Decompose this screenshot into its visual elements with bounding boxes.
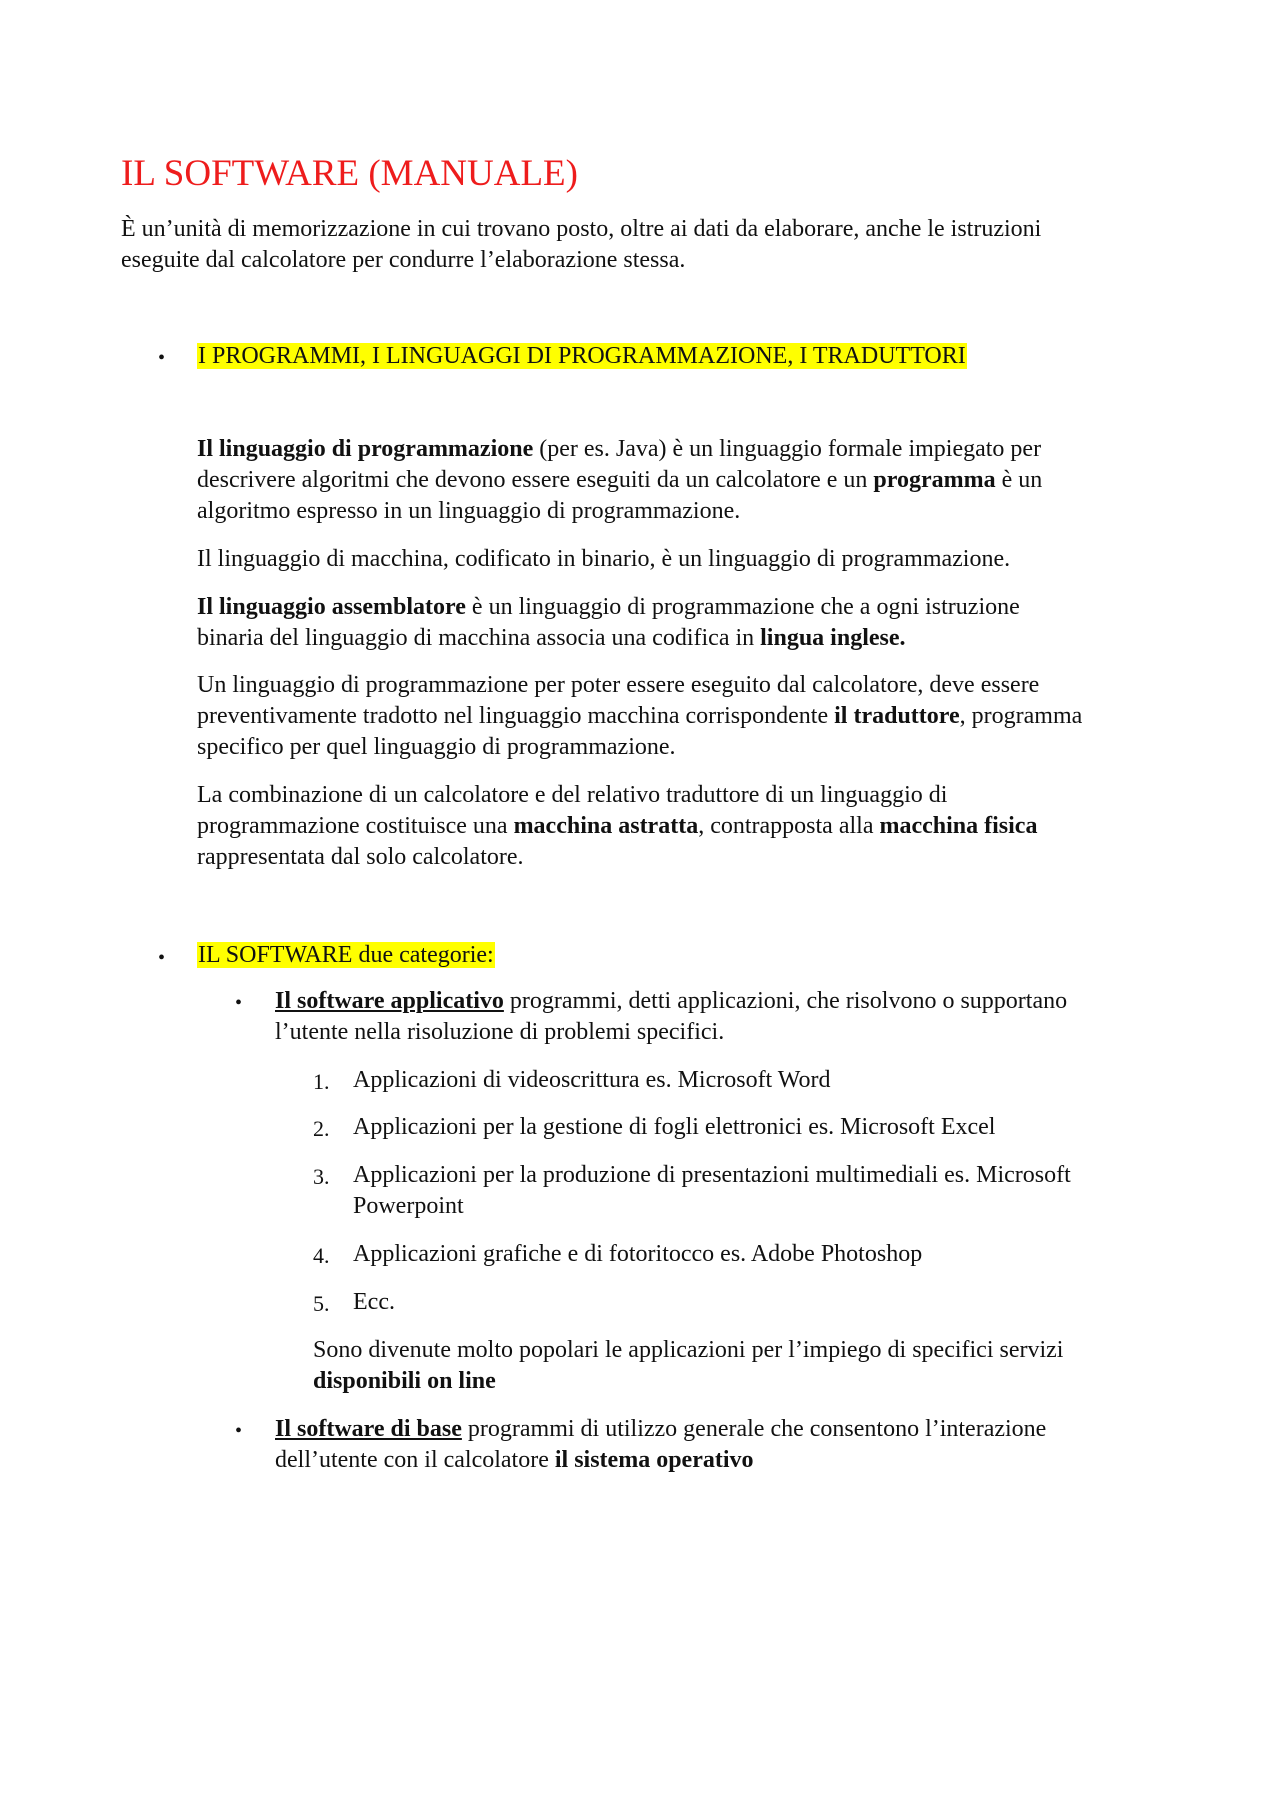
applicativo-line-1 [275, 986, 1067, 1017]
bullet-section-1: • [158, 347, 166, 369]
list-item-3-continued: Powerpoint [353, 1193, 464, 1219]
page-title: IL SOFTWARE (MANUALE) [121, 153, 578, 194]
s1-p4-line-1: Un linguaggio di programmazione per poter essere eseguito dal calcolatore, deve essere [197, 672, 1040, 698]
term-traduttore: il traduttore [834, 703, 960, 729]
term-linguaggio-programmazione: Il linguaggio di programmazione [197, 436, 534, 462]
intro-line-1: È un’unità di memorizzazione in cui trovano posto, oltre ai dati da elaborare, anche le istruzioni [121, 216, 1042, 242]
base-line-2 [275, 1445, 754, 1476]
intro-line-2: eseguite dal calcolatore per condurre l’elaborazione stessa. [121, 247, 686, 273]
s1-p3-line-2 [197, 623, 906, 654]
list-item-2-number: 2. [313, 1116, 330, 1141]
list-item-2: Applicazioni per la gestione di fogli elettronici es. Microsoft Excel [353, 1114, 996, 1140]
s1-p5-line-2-text: programmazione costituisce una [197, 813, 514, 839]
s1-p4-line-2-text: preventivamente tradotto nel linguaggio macchina corrispondente [197, 703, 835, 729]
bullet-base: • [235, 1420, 243, 1442]
list-item-3-number: 3. [313, 1164, 330, 1189]
term-programma: programma [873, 467, 996, 493]
applicativo-line-2: l’utente nella risoluzione di problemi specifici. [275, 1019, 725, 1045]
section-2-heading [197, 940, 495, 971]
s1-p5-line-3: rappresentata dal solo calcolatore. [197, 844, 524, 870]
list-item-1-number: 1. [313, 1069, 330, 1094]
bullet-applicativo: • [235, 992, 243, 1014]
list-item-4: Applicazioni grafiche e di fotoritocco es. Adobe Photoshop [353, 1241, 923, 1267]
s1-p1-line-2-text: descrivere algoritmi che devono essere eseguiti da un calcolatore e un [197, 467, 874, 493]
section-2-heading-text: IL SOFTWARE due categorie: [198, 942, 494, 968]
s1-p1-line-1-text: (per es. Java) è un linguaggio formale impiegato per [533, 436, 1042, 462]
list-item-5: Ecc. [353, 1289, 395, 1315]
list-item-3: Applicazioni per la produzione di presentazioni multimediali es. Microsoft [353, 1162, 1071, 1188]
online-line-1: Sono divenute molto popolari le applicazioni per l’impiego di specifici servizi [313, 1337, 1064, 1363]
s1-p1-line-1 [197, 434, 1041, 465]
s1-p2: Il linguaggio di macchina, codificato in binario, è un linguaggio di programmazione. [197, 546, 1011, 572]
s1-p4-line-2-end: , programma [959, 703, 1083, 729]
term-sistema-operativo: il sistema operativo [554, 1447, 754, 1473]
term-software-di-base: Il software di base [275, 1416, 462, 1442]
base-line-1 [275, 1414, 1046, 1445]
s1-p1-line-3: algoritmo espresso in un linguaggio di programmazione. [197, 498, 741, 524]
base-line-1-text: programmi di utilizzo generale che consentono l’interazione [461, 1416, 1047, 1442]
s1-p5-line-1: La combinazione di un calcolatore e del relativo traduttore di un linguaggio di [197, 782, 948, 808]
term-macchina-fisica: macchina fisica [879, 813, 1038, 839]
list-item-5-number: 5. [313, 1291, 330, 1316]
s1-p1-line-2-end: è un [995, 467, 1043, 493]
term-macchina-astratta: macchina astratta [513, 813, 699, 839]
s1-p3-line-1 [197, 592, 1020, 623]
s1-p5-line-2-mid: , contrapposta alla [698, 813, 880, 839]
list-item-4-number: 4. [313, 1243, 330, 1268]
section-1-heading-text: I PROGRAMMI, I LINGUAGGI DI PROGRAMMAZIONE, I TRADUTTORI [198, 343, 966, 369]
term-lingua-inglese: lingua inglese. [760, 625, 906, 651]
base-line-2-text: dell’utente con il calcolatore [275, 1447, 555, 1473]
s1-p4-line-3: specifico per quel linguaggio di programmazione. [197, 734, 676, 760]
online-line-2 [313, 1366, 496, 1397]
s1-p5-line-2 [197, 811, 1037, 842]
s1-p3-line-1-text: è un linguaggio di programmazione che a ogni istruzione [465, 594, 1020, 620]
bullet-section-2: • [158, 947, 166, 969]
section-1-heading [197, 341, 967, 372]
s1-p3-line-2-text: binaria del linguaggio di macchina associa una codifica in [197, 625, 761, 651]
s1-p4-line-2 [197, 701, 1082, 732]
list-item-1: Applicazioni di videoscrittura es. Microsoft Word [353, 1067, 831, 1093]
s1-p1-line-2 [197, 465, 1042, 496]
applicativo-line-1-text: programmi, detti applicazioni, che risolvono o supportano [503, 988, 1068, 1014]
term-linguaggio-assemblatore: Il linguaggio assemblatore [197, 594, 466, 620]
term-disponibili-on-line: disponibili on line [313, 1368, 496, 1394]
term-software-applicativo: Il software applicativo [275, 988, 504, 1014]
